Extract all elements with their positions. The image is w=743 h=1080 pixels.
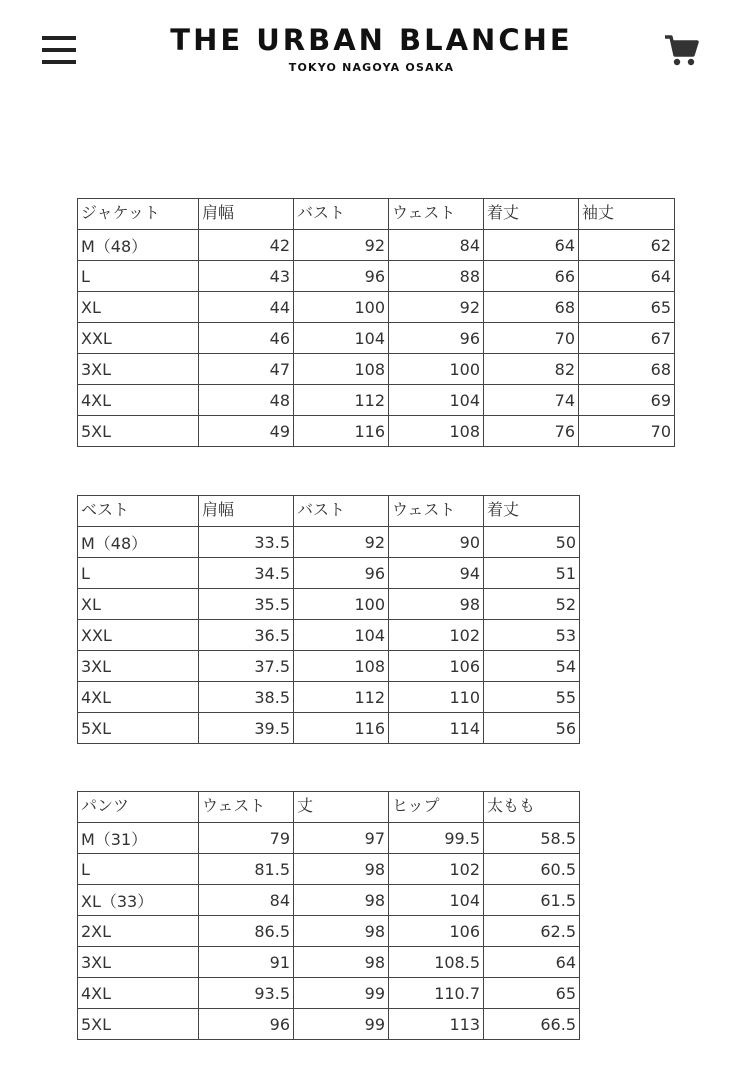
table-cell: 62.5 [484, 916, 580, 947]
table-cell: 106 [389, 651, 484, 682]
table-cell: 104 [389, 885, 484, 916]
size-label: L [78, 854, 199, 885]
table-row [78, 651, 580, 682]
table-cell: 64 [579, 261, 675, 292]
table-cell: 112 [294, 385, 389, 416]
table-row [78, 292, 675, 323]
table-cell: 34.5 [199, 558, 294, 589]
table-cell: 108 [389, 416, 484, 447]
size-label: M（31） [78, 823, 199, 854]
header-cell: ジャケット [78, 199, 199, 230]
table-cell: 110 [389, 682, 484, 713]
table-cell: 96 [294, 261, 389, 292]
table-cell: 53 [484, 620, 580, 651]
header-cell: パンツ [78, 792, 199, 823]
brand-logo[interactable] [0, 22, 743, 74]
table-cell: 54 [484, 651, 580, 682]
table-cell: 104 [389, 385, 484, 416]
table-cell: 93.5 [199, 978, 294, 1009]
table-cell: 104 [294, 323, 389, 354]
header-cell: バスト [294, 199, 389, 230]
table-row [78, 527, 580, 558]
table-cell: 114 [389, 713, 484, 744]
table-cell: 74 [484, 385, 579, 416]
table-cell: 108 [294, 354, 389, 385]
table-row [78, 230, 675, 261]
table-cell: 56 [484, 713, 580, 744]
table-cell: 90 [389, 527, 484, 558]
size-label: 3XL [78, 651, 199, 682]
table-cell: 65 [579, 292, 675, 323]
table-cell: 97 [294, 823, 389, 854]
table-row [78, 823, 580, 854]
table-row [78, 385, 675, 416]
table-cell: 68 [579, 354, 675, 385]
table-cell: 51 [484, 558, 580, 589]
shopping-cart-icon[interactable] [664, 34, 700, 68]
table-cell: 102 [389, 620, 484, 651]
header-cell: 着丈 [484, 199, 579, 230]
table-cell: 100 [294, 589, 389, 620]
table-cell: 113 [389, 1009, 484, 1040]
table-cell: 81.5 [199, 854, 294, 885]
table-cell: 47 [199, 354, 294, 385]
table-cell: 116 [294, 713, 389, 744]
table-cell: 99.5 [389, 823, 484, 854]
table-cell: 92 [389, 292, 484, 323]
table-cell: 37.5 [199, 651, 294, 682]
size-label: 5XL [78, 1009, 199, 1040]
table-cell: 33.5 [199, 527, 294, 558]
table-cell: 110.7 [389, 978, 484, 1009]
size-label: L [78, 558, 199, 589]
table-row [78, 713, 580, 744]
size-label: L [78, 261, 199, 292]
table-cell: 91 [199, 947, 294, 978]
header-cell: ベスト [78, 496, 199, 527]
table-cell: 76 [484, 416, 579, 447]
table-cell: 69 [579, 385, 675, 416]
table-cell: 96 [199, 1009, 294, 1040]
table-cell: 62 [579, 230, 675, 261]
size-label: 3XL [78, 354, 199, 385]
table-cell: 86.5 [199, 916, 294, 947]
header-cell: ヒップ [389, 792, 484, 823]
header-cell: 着丈 [484, 496, 580, 527]
table-cell: 36.5 [199, 620, 294, 651]
size-label: XXL [78, 620, 199, 651]
table-cell: 102 [389, 854, 484, 885]
table-cell: 50 [484, 527, 580, 558]
table-cell: 60.5 [484, 854, 580, 885]
jacket-size-table [77, 198, 675, 447]
header-cell: 太もも [484, 792, 580, 823]
table-header-row [78, 496, 580, 527]
size-label: XXL [78, 323, 199, 354]
table-cell: 98 [294, 854, 389, 885]
size-label: 5XL [78, 416, 199, 447]
table-header-row [78, 792, 580, 823]
table-cell: 108 [294, 651, 389, 682]
table-cell: 58.5 [484, 823, 580, 854]
vest-size-table [77, 495, 580, 744]
header-cell: ウェスト [199, 792, 294, 823]
table-cell: 84 [389, 230, 484, 261]
brand-tagline: TOKYO NAGOYA OSAKA [288, 61, 455, 74]
site-header [0, 0, 743, 100]
size-label: 2XL [78, 916, 199, 947]
header-cell: 肩幅 [199, 496, 294, 527]
table-cell: 64 [484, 947, 580, 978]
table-row [78, 854, 580, 885]
table-cell: 116 [294, 416, 389, 447]
table-cell: 70 [484, 323, 579, 354]
brand-title: THE URBAN BLANCHE [170, 23, 573, 57]
table-cell: 88 [389, 261, 484, 292]
table-cell: 92 [294, 230, 389, 261]
table-row [78, 682, 580, 713]
size-label: M（48） [78, 527, 199, 558]
table-cell: 61.5 [484, 885, 580, 916]
table-cell: 96 [389, 323, 484, 354]
table-cell: 94 [389, 558, 484, 589]
table-cell: 42 [199, 230, 294, 261]
size-label: 4XL [78, 978, 199, 1009]
table-row [78, 589, 580, 620]
table-row [78, 947, 580, 978]
size-label: 3XL [78, 947, 199, 978]
table-cell: 106 [389, 916, 484, 947]
header-cell: 袖丈 [579, 199, 675, 230]
table-cell: 65 [484, 978, 580, 1009]
table-row [78, 1009, 580, 1040]
table-row [78, 978, 580, 1009]
table-header-row [78, 199, 675, 230]
table-cell: 92 [294, 527, 389, 558]
table-cell: 52 [484, 589, 580, 620]
table-cell: 98 [389, 589, 484, 620]
size-label: 4XL [78, 385, 199, 416]
table-cell: 79 [199, 823, 294, 854]
table-row [78, 416, 675, 447]
table-cell: 99 [294, 1009, 389, 1040]
table-cell: 39.5 [199, 713, 294, 744]
table-cell: 82 [484, 354, 579, 385]
table-row [78, 916, 580, 947]
size-label: XL [78, 589, 199, 620]
table-cell: 96 [294, 558, 389, 589]
table-row [78, 261, 675, 292]
table-cell: 66.5 [484, 1009, 580, 1040]
table-cell: 100 [389, 354, 484, 385]
table-cell: 64 [484, 230, 579, 261]
table-cell: 108.5 [389, 947, 484, 978]
table-cell: 104 [294, 620, 389, 651]
table-row [78, 885, 580, 916]
header-cell: 肩幅 [199, 199, 294, 230]
table-cell: 98 [294, 885, 389, 916]
table-cell: 35.5 [199, 589, 294, 620]
table-cell: 70 [579, 416, 675, 447]
table-row [78, 558, 580, 589]
size-label: 4XL [78, 682, 199, 713]
table-cell: 48 [199, 385, 294, 416]
table-row [78, 323, 675, 354]
table-cell: 98 [294, 947, 389, 978]
header-cell: ウェスト [389, 496, 484, 527]
table-cell: 43 [199, 261, 294, 292]
header-cell: ウェスト [389, 199, 484, 230]
table-cell: 55 [484, 682, 580, 713]
table-cell: 112 [294, 682, 389, 713]
size-label: M（48） [78, 230, 199, 261]
header-cell: バスト [294, 496, 389, 527]
table-row [78, 354, 675, 385]
size-label: XL（33） [78, 885, 199, 916]
size-label: XL [78, 292, 199, 323]
table-cell: 38.5 [199, 682, 294, 713]
pants-size-table [77, 791, 580, 1040]
table-cell: 67 [579, 323, 675, 354]
table-row [78, 620, 580, 651]
table-cell: 44 [199, 292, 294, 323]
size-label: 5XL [78, 713, 199, 744]
table-cell: 98 [294, 916, 389, 947]
table-cell: 99 [294, 978, 389, 1009]
table-cell: 84 [199, 885, 294, 916]
table-cell: 68 [484, 292, 579, 323]
table-cell: 66 [484, 261, 579, 292]
table-cell: 100 [294, 292, 389, 323]
table-cell: 49 [199, 416, 294, 447]
table-cell: 46 [199, 323, 294, 354]
header-cell: 丈 [294, 792, 389, 823]
